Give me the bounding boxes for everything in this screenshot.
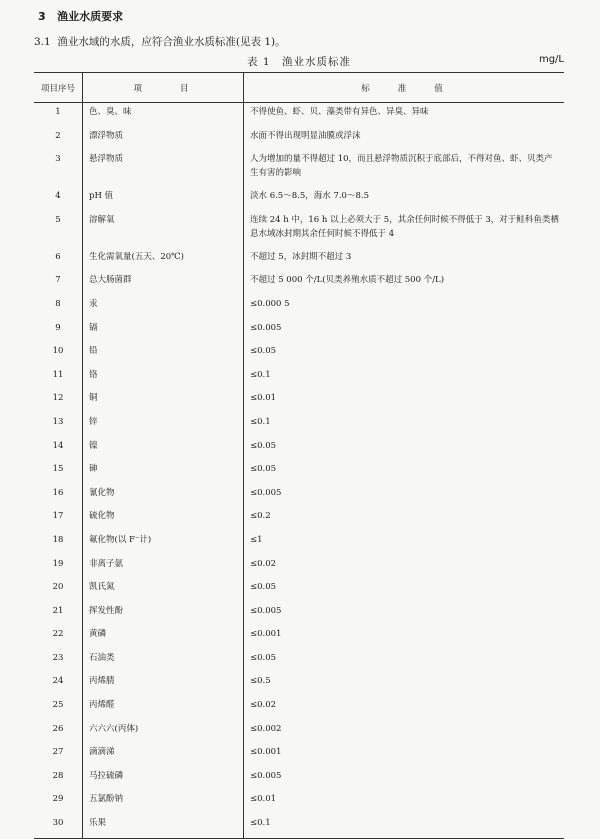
header-item: 项目 (83, 73, 244, 103)
row-item: 总大肠菌群 (83, 271, 244, 295)
row-item: 铜 (83, 389, 244, 413)
row-standard-value: ≤0.2 (250, 511, 271, 522)
row-item: 悬浮物质 (83, 150, 244, 187)
table-row (34, 790, 564, 814)
row-item: 铅 (83, 342, 244, 366)
row-item: 乐果 (83, 814, 244, 838)
table-row (34, 484, 564, 508)
row-standard-value: ≤0.1 (244, 814, 565, 838)
row-number: 30 (34, 814, 83, 838)
row-item: 砷 (83, 460, 244, 484)
clause-paragraph (34, 34, 286, 49)
section-title: 渔业水质要求 (57, 10, 124, 23)
row-number: 4 (34, 187, 83, 211)
row-item: 氟化物(以 F⁻计) (83, 531, 244, 555)
row-standard-value: ≤0.1 (250, 369, 271, 380)
section-heading (38, 8, 123, 24)
water-quality-table (34, 72, 564, 839)
row-standard-value: 不得使鱼、虾、贝、藻类带有异色、异臭、异味 (250, 107, 429, 117)
table-row (34, 150, 564, 187)
row-number: 5 (34, 211, 83, 248)
table-row (34, 187, 564, 211)
row-number: 18 (34, 531, 83, 555)
row-number: 6 (34, 248, 83, 272)
row-standard-value: 淡水 6.5～8.5，海水 7.0～8.5 (250, 191, 369, 202)
table-row (34, 602, 564, 626)
row-item: 漂浮物质 (83, 127, 244, 151)
table-caption-row (34, 54, 564, 70)
row-standard-value: ≤0.1 (250, 416, 271, 427)
table-row (34, 507, 564, 531)
row-number: 23 (34, 649, 83, 673)
row-item: 马拉硫磷 (83, 767, 244, 791)
table-row (34, 127, 564, 151)
row-number: 29 (34, 790, 83, 814)
table-row (34, 413, 564, 437)
row-standard-value: ≤0.005 (250, 487, 282, 498)
row-item: 铬 (83, 366, 244, 390)
row-number: 21 (34, 602, 83, 626)
row-item: 石油类 (83, 649, 244, 673)
table-row (34, 366, 564, 390)
row-item: 凯氏氮 (83, 578, 244, 602)
row-number: 3 (34, 150, 83, 187)
table-row (34, 342, 564, 366)
row-number: 13 (34, 413, 83, 437)
row-number: 15 (34, 460, 83, 484)
row-standard-value: ≤0.02 (250, 700, 277, 711)
row-standard-value: ≤0.05 (250, 652, 277, 663)
row-standard-value: ≤0.001 (250, 747, 282, 758)
row-item: 五氯酚钠 (83, 790, 244, 814)
table-row (34, 625, 564, 649)
table-row (34, 743, 564, 767)
table-unit: mg/L (538, 54, 564, 65)
row-item: 硫化物 (83, 507, 244, 531)
row-item: 生化需氧量(五天、20℃) (83, 248, 244, 272)
table-row (34, 531, 564, 555)
row-standard-value: ≤0.02 (250, 558, 277, 569)
row-standard-value: ≤0.05 (250, 346, 277, 357)
row-number: 27 (34, 743, 83, 767)
row-item: 丙烯腈 (83, 672, 244, 696)
row-item: pH 值 (83, 187, 244, 211)
table-row (34, 555, 564, 579)
row-standard-value: ≤0.005 (250, 605, 282, 616)
row-standard-value: 不超过 5，冰封期不超过 3 (250, 251, 352, 262)
table-row (34, 649, 564, 673)
row-item: 挥发性酚 (83, 602, 244, 626)
table-row (34, 460, 564, 484)
row-standard-value: ≤0.5 (250, 676, 271, 687)
row-number: 25 (34, 696, 83, 720)
row-number: 20 (34, 578, 83, 602)
table-row (34, 767, 564, 791)
row-standard-value: ≤0.01 (250, 393, 277, 404)
row-number: 10 (34, 342, 83, 366)
row-standard-value: 水面不得出现明显油膜或浮沫 (250, 130, 361, 141)
table-row (34, 389, 564, 413)
row-item: 非离子氨 (83, 555, 244, 579)
table-row (34, 578, 564, 602)
row-number: 26 (34, 720, 83, 744)
row-number: 11 (34, 366, 83, 390)
row-number: 1 (34, 103, 83, 127)
row-standard-value: 不超过 5 000 个/L(贝类养殖水质不超过 500 个/L) (250, 275, 445, 286)
row-standard-value: ≤0.05 (250, 582, 277, 593)
table-row (34, 295, 564, 319)
row-item: 色、臭、味 (83, 103, 244, 127)
table-row (34, 437, 564, 461)
row-item: 锌 (83, 413, 244, 437)
row-standard-value: ≤0.01 (250, 794, 277, 805)
table-row (34, 672, 564, 696)
row-item: 汞 (83, 295, 244, 319)
row-item: 黄磷 (83, 625, 244, 649)
row-standard-value: ≤0.05 (250, 440, 277, 451)
clause-text: 渔业水域的水质，应符合渔业水质标准(见表 1)。 (57, 36, 286, 48)
row-item: 溶解氧 (83, 211, 244, 248)
table-row (34, 319, 564, 343)
row-number: 28 (34, 767, 83, 791)
row-item: 六六六(丙体) (83, 720, 244, 744)
header-item-number: 项目序号 (34, 73, 83, 103)
row-standard-value: ≤0.000 5 (250, 298, 290, 309)
table-row (34, 103, 564, 127)
row-standard-value: ≤1 (250, 534, 263, 545)
row-item: 氰化物 (83, 484, 244, 508)
row-number: 2 (34, 127, 83, 151)
row-number: 12 (34, 389, 83, 413)
row-standard-value: ≤0.005 (250, 770, 282, 781)
row-number: 24 (34, 672, 83, 696)
row-number: 9 (34, 319, 83, 343)
table-row (34, 814, 564, 838)
table-caption: 表 1 渔业水质标准 (246, 56, 352, 68)
row-item: 镉 (83, 319, 244, 343)
row-item: 丙烯醛 (83, 696, 244, 720)
row-standard-value: ≤0.001 (250, 629, 282, 640)
row-number: 17 (34, 507, 83, 531)
row-standard-value: 连续 24 h 中，16 h 以上必须大于 5，其余任何时候不得低于 3，对于鲑科鱼类栖息水域冰封期其余任何时候不得低于 4 (250, 214, 559, 239)
row-number: 7 (34, 271, 83, 295)
row-standard-value: ≤0.005 (250, 322, 282, 333)
row-number: 14 (34, 437, 83, 461)
row-standard-value: ≤0.05 (250, 464, 277, 475)
table-row (34, 211, 564, 248)
section-number: 3 (38, 10, 46, 23)
row-number: 16 (34, 484, 83, 508)
table-row (34, 720, 564, 744)
table-row (34, 696, 564, 720)
header-standard-value: 标准值 (244, 73, 565, 103)
row-number: 8 (34, 295, 83, 319)
table-row (34, 271, 564, 295)
row-number: 22 (34, 625, 83, 649)
row-standard-value: 人为增加的量不得超过 10，而且悬浮物质沉积于底部后，不得对鱼、虾、贝类产生有害的影响 (250, 154, 553, 179)
table-header-row (34, 73, 564, 103)
table-row (34, 248, 564, 272)
row-number: 19 (34, 555, 83, 579)
row-item: 镍 (83, 437, 244, 461)
row-standard-value: ≤0.002 (250, 723, 282, 734)
clause-number: 3.1 (34, 36, 51, 48)
row-item: 滴滴涕 (83, 743, 244, 767)
